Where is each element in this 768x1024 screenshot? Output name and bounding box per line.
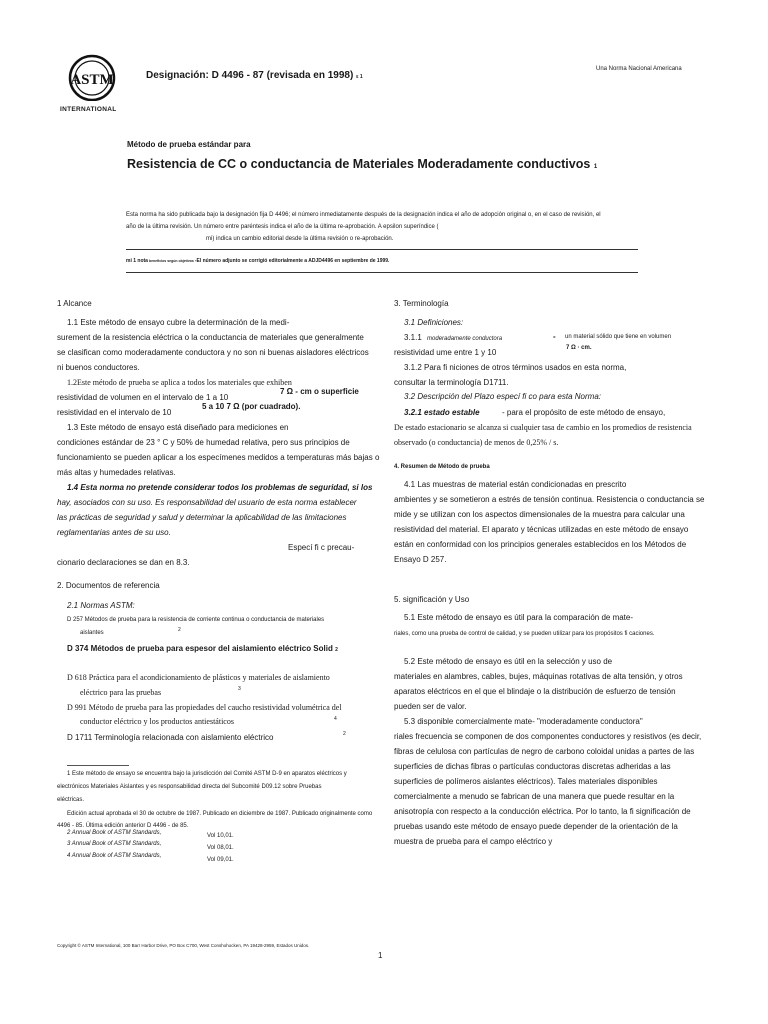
- ref-d991-b: conductor eléctrico y los productos antiestáticos: [80, 717, 234, 726]
- ref-d374-sup: 2: [335, 647, 338, 653]
- para-1-4-f: cionario declaraciones se dan en 8.3.: [57, 558, 190, 567]
- national-standard: Una Norma Nacional Americana: [596, 66, 682, 72]
- footnote-1-c: eléctricas.: [57, 797, 85, 803]
- intro-divider-bottom: [126, 272, 638, 273]
- para-1-3-c: funcionamiento se pueden aplicar a los especímenes medidos a temperaturas más bajas o: [57, 453, 380, 462]
- section-2-heading: 2. Documentos de referencia: [57, 581, 160, 590]
- para-5-3-b: riales frecuencia se componen de dos componentes conductores y resistivos (es decir,: [394, 732, 702, 741]
- para-3-1-1-b: resistividad ume entre 1 y 10: [394, 348, 497, 357]
- para-1-2-a: 1.2Este método de prueba se aplica a todos los materiales que exhiben: [67, 378, 292, 387]
- para-3-2-1-d: observado (o conductancia) de menos de 0,25% / s.: [394, 438, 559, 447]
- ref-d991-sup: 4: [334, 716, 337, 722]
- para-5-2-c: aparatos eléctricos en el que el blindaje o la distribución de esfuerzo de tensión: [394, 687, 676, 696]
- logo-text: INTERNATIONAL: [60, 106, 117, 113]
- designation-text: Designación: D 4496 - 87 (revisada en 1998): [146, 70, 354, 81]
- para-1-1-a: 1.1 Este método de ensayo cubre la determinación de la medi-: [67, 318, 290, 327]
- footnote-5: 4 Annual Book of ASTM Standards,: [67, 853, 162, 859]
- footnote-2-b: 4496 - 85. Última edición anterior D 4496 - de 85.: [57, 823, 189, 829]
- note-small: beneficios según objetivos: [147, 259, 195, 263]
- para-5-2-d: pueden ser de valor.: [394, 702, 467, 711]
- para-1-1-d: ni buenos conductores.: [57, 363, 140, 372]
- para-5-3-i: muestra de prueba para el campo eléctrico y: [394, 837, 553, 846]
- para-1-3-a: 1.3 Este método de ensayo está diseñado para mediciones en: [67, 423, 289, 432]
- designation: [146, 70, 363, 81]
- para-4-1-c: mide y se utilizan con los aspectos dimensionales de la muestra para calcular una: [394, 510, 685, 519]
- para-5-3-f: comercialmente a menudo se fabrican de una manera que puede resultar en la: [394, 792, 675, 801]
- ref-d374: [67, 644, 338, 653]
- section-3-heading: 3. Terminología: [394, 299, 449, 308]
- footnote-4: 3 Annual Book of ASTM Standards,: [67, 841, 162, 847]
- para-1-2-c-unit: 5 a 10 7 Ω (por cuadrado).: [202, 402, 301, 411]
- copyright: Copyright © ASTM International, 100 Barr Harbor Drive, PO Box C700, West Conshohocken, PA 19428-2959, Estados Unidos.: [57, 943, 310, 948]
- para-5-3-h: pruebas usando este método de ensayo puede depender de la orientación de la: [394, 822, 678, 831]
- page-title: [127, 157, 597, 171]
- para-5-1-a: 5.1 Este método de ensayo es útil para la comparación de mate-: [404, 613, 634, 622]
- ref-d1711-sup: 2: [343, 731, 346, 737]
- ref-d374-text: D 374 Métodos de prueba para espesor del aislamiento eléctrico Solid: [67, 644, 333, 653]
- svg-text:ASTM: ASTM: [70, 72, 114, 88]
- para-4-1-e: están en conformidad con los principios generales establecidos en los Métodos de: [394, 540, 687, 549]
- para-5-3-e: superficies de polímeros aislantes eléctricos). Tales materiales disponibles: [394, 777, 658, 786]
- ref-d991-a: D 991 Método de prueba para las propiedades del caucho resistividad volumétrica del: [67, 703, 342, 712]
- page-number: 1: [378, 951, 383, 960]
- para-3-2-1-term: 3.2.1 estado estable: [404, 408, 480, 417]
- footnote-1-a: 1 Este método de ensayo se encuentra bajo la jurisdicción del Comité ASTM D-9 en aparatos eléctricos y: [67, 771, 347, 777]
- footnote-5-vol: Vol 09,01.: [207, 857, 234, 863]
- para-1-2-c: resistividad en el intervalo de 10: [57, 408, 172, 417]
- para-3-1-1-def: un material sólido que tiene en volumen: [565, 334, 672, 340]
- footnote-1-b: electrónicos Materiales Aislantes y es responsabilidad directa del Subcomité D09.12 sobre Pruebas: [57, 784, 322, 790]
- para-1-1-b: surement de la resistencia eléctrica o la conductancia de materiales que generalmente: [57, 333, 364, 342]
- para-3-1-1-dash: -: [553, 332, 556, 341]
- para-3-1-1-num: 3.1.1: [404, 333, 422, 342]
- para-1-1-c: se clasifican como moderadamente conductora y no son ni buenas aisladores eléctricos: [57, 348, 369, 357]
- ref-d618-a: D 618 Práctica para el acondicionamiento de plásticos y materiales de aislamiento: [67, 673, 330, 682]
- para-4-1-d: resistividad del material. El aparato y técnicas utilizadas en este método de ensayo: [394, 525, 689, 534]
- ref-d618-sup: 3: [238, 686, 241, 692]
- para-1-4-c: las prácticas de seguridad y salud y determinar la aplicabilidad de las limitaciones: [57, 513, 347, 522]
- para-4-1-f: Ensayo D 257.: [394, 555, 447, 564]
- para-1-3-d: más altas y humedades relativas.: [57, 468, 176, 477]
- para-3-1-1-unit: 7 Ω · cm.: [566, 345, 592, 351]
- para-1-4-b: hay, asociados con su uso. Es responsabilidad del usuario de esta norma establecer: [57, 498, 357, 507]
- note-prefix: mi 1 nota: [126, 258, 148, 264]
- para-5-3-a: 5.3 disponible comercialmente mate- "moderadamente conductora": [404, 717, 643, 726]
- para-1-4-a: 1.4 Esta norma no pretende considerar todos los problemas de seguridad, si los: [67, 483, 373, 492]
- ref-d257-sup: 2: [178, 627, 181, 633]
- para-5-3-d: superficies de dichas fibras o partículas conductoras discretas adheridas a las: [394, 762, 671, 771]
- para-4-1-a: 4.1 Las muestras de material están condicionadas en prescrito: [404, 480, 627, 489]
- para-1-2-b: resistividad de volumen en el intervalo de 1 a 10: [57, 393, 229, 402]
- ref-d257-b: aislantes: [80, 630, 104, 636]
- intro-line-1: Esta norma ha sido publicada bajo la designación fija D 4496; el número inmediatamente después de la designación indica el año de adopción original o, en el caso de revisión, el: [126, 212, 601, 218]
- footnote-divider: [67, 765, 129, 766]
- para-1-2-b-unit: 7 Ω - cm o superficie: [280, 387, 359, 396]
- editorial-note: [126, 258, 389, 264]
- section-2-1-heading: 2.1 Normas ASTM:: [67, 601, 135, 610]
- para-4-1-b: ambientes y se sometieron a estrés de tensión continua. Resistencia o conductancia se: [394, 495, 705, 504]
- para-3-1-2-a: 3.1.2 Para fi niciones de otros términos usados en esta norma,: [404, 363, 627, 372]
- title-main: Resistencia de CC o conductancia de Materiales Moderadamente conductivos: [127, 157, 591, 171]
- para-5-2-a: 5.2 Este método de ensayo es útil en la selección y uso de: [404, 657, 613, 666]
- section-5-heading: 5. significación y Uso: [394, 595, 470, 604]
- intro-line-3: mi) indica un cambio editorial desde la última revisión o re-aprobación.: [206, 236, 394, 242]
- para-1-3-b: condiciones estándar de 23 ° C y 50% de humedad relativa, pero sus principios de: [57, 438, 350, 447]
- para-5-3-c: fibras de celulosa con partículas de negro de carbono coloidal unidas a partes de las: [394, 747, 695, 756]
- section-4-heading: 4. Resumen de Método de prueba: [394, 464, 490, 470]
- para-5-2-b: materiales en alambres, cables, bujes, máquinas rotativas de alta tensión, y otros: [394, 672, 683, 681]
- designation-sup: ε 1: [356, 74, 363, 80]
- intro-line-2: año de la última revisión. Un número entre paréntesis indica el año de la última re-aprobación. A epsilon superíndice (: [126, 224, 439, 230]
- footnote-3-vol: Vol 10,01.: [207, 833, 234, 839]
- para-3-2-1-b: - para el propósito de este método de ensayo,: [502, 408, 666, 417]
- intro-divider-top: [126, 249, 638, 250]
- ref-d618-b: eléctrico para las pruebas: [80, 688, 162, 697]
- footnote-3: 2 Annual Book of ASTM Standards,: [67, 830, 162, 836]
- ref-d257-a: D 257 Métodos de prueba para la resistencia de corriente continua o conductancia de materiales: [67, 617, 325, 623]
- para-1-4-e: Especí fi c precau-: [288, 543, 355, 552]
- note-text: -El número adjunto se corrigió editorialmente a ADJD4496 en septiembre de 1999.: [194, 258, 390, 264]
- section-3-2-heading: 3.2 Descripción del Plazo especí fi co para esta Norma:: [404, 392, 601, 401]
- ref-d1711: D 1711 Terminología relacionada con aislamiento eléctrico: [67, 733, 274, 742]
- para-3-1-1-term: moderadamente conductora: [427, 336, 503, 342]
- para-3-2-1-c: De estado estacionario se alcanza si cualquier tasa de cambio en los promedios de resistencia: [394, 423, 692, 432]
- footnote-4-vol: Vol 08,01.: [207, 845, 234, 851]
- section-3-1-heading: 3.1 Definiciones:: [404, 318, 464, 327]
- para-5-1-b: riales, como una prueba de control de calidad, y se pueden utilizar para los propósitos fi caciones.: [394, 631, 655, 637]
- title-sup: 1: [593, 164, 598, 170]
- title-kicker: Método de prueba estándar para: [127, 140, 251, 149]
- footnote-2-a: Edición actual aprobada el 30 de octubre de 1987. Publicado en diciembre de 1987. Publicado originalmente como: [67, 811, 373, 817]
- section-1-heading: 1 Alcance: [57, 299, 92, 308]
- para-3-1-2-b: consultar la terminología D1711.: [394, 378, 509, 387]
- para-1-4-d: reglamentarias antes de su uso.: [57, 528, 171, 537]
- para-5-3-g: anisotropía con respecto a la conducción eléctrica. Por lo tanto, la fi significación de: [394, 807, 691, 816]
- para-3-1-1: [404, 333, 502, 342]
